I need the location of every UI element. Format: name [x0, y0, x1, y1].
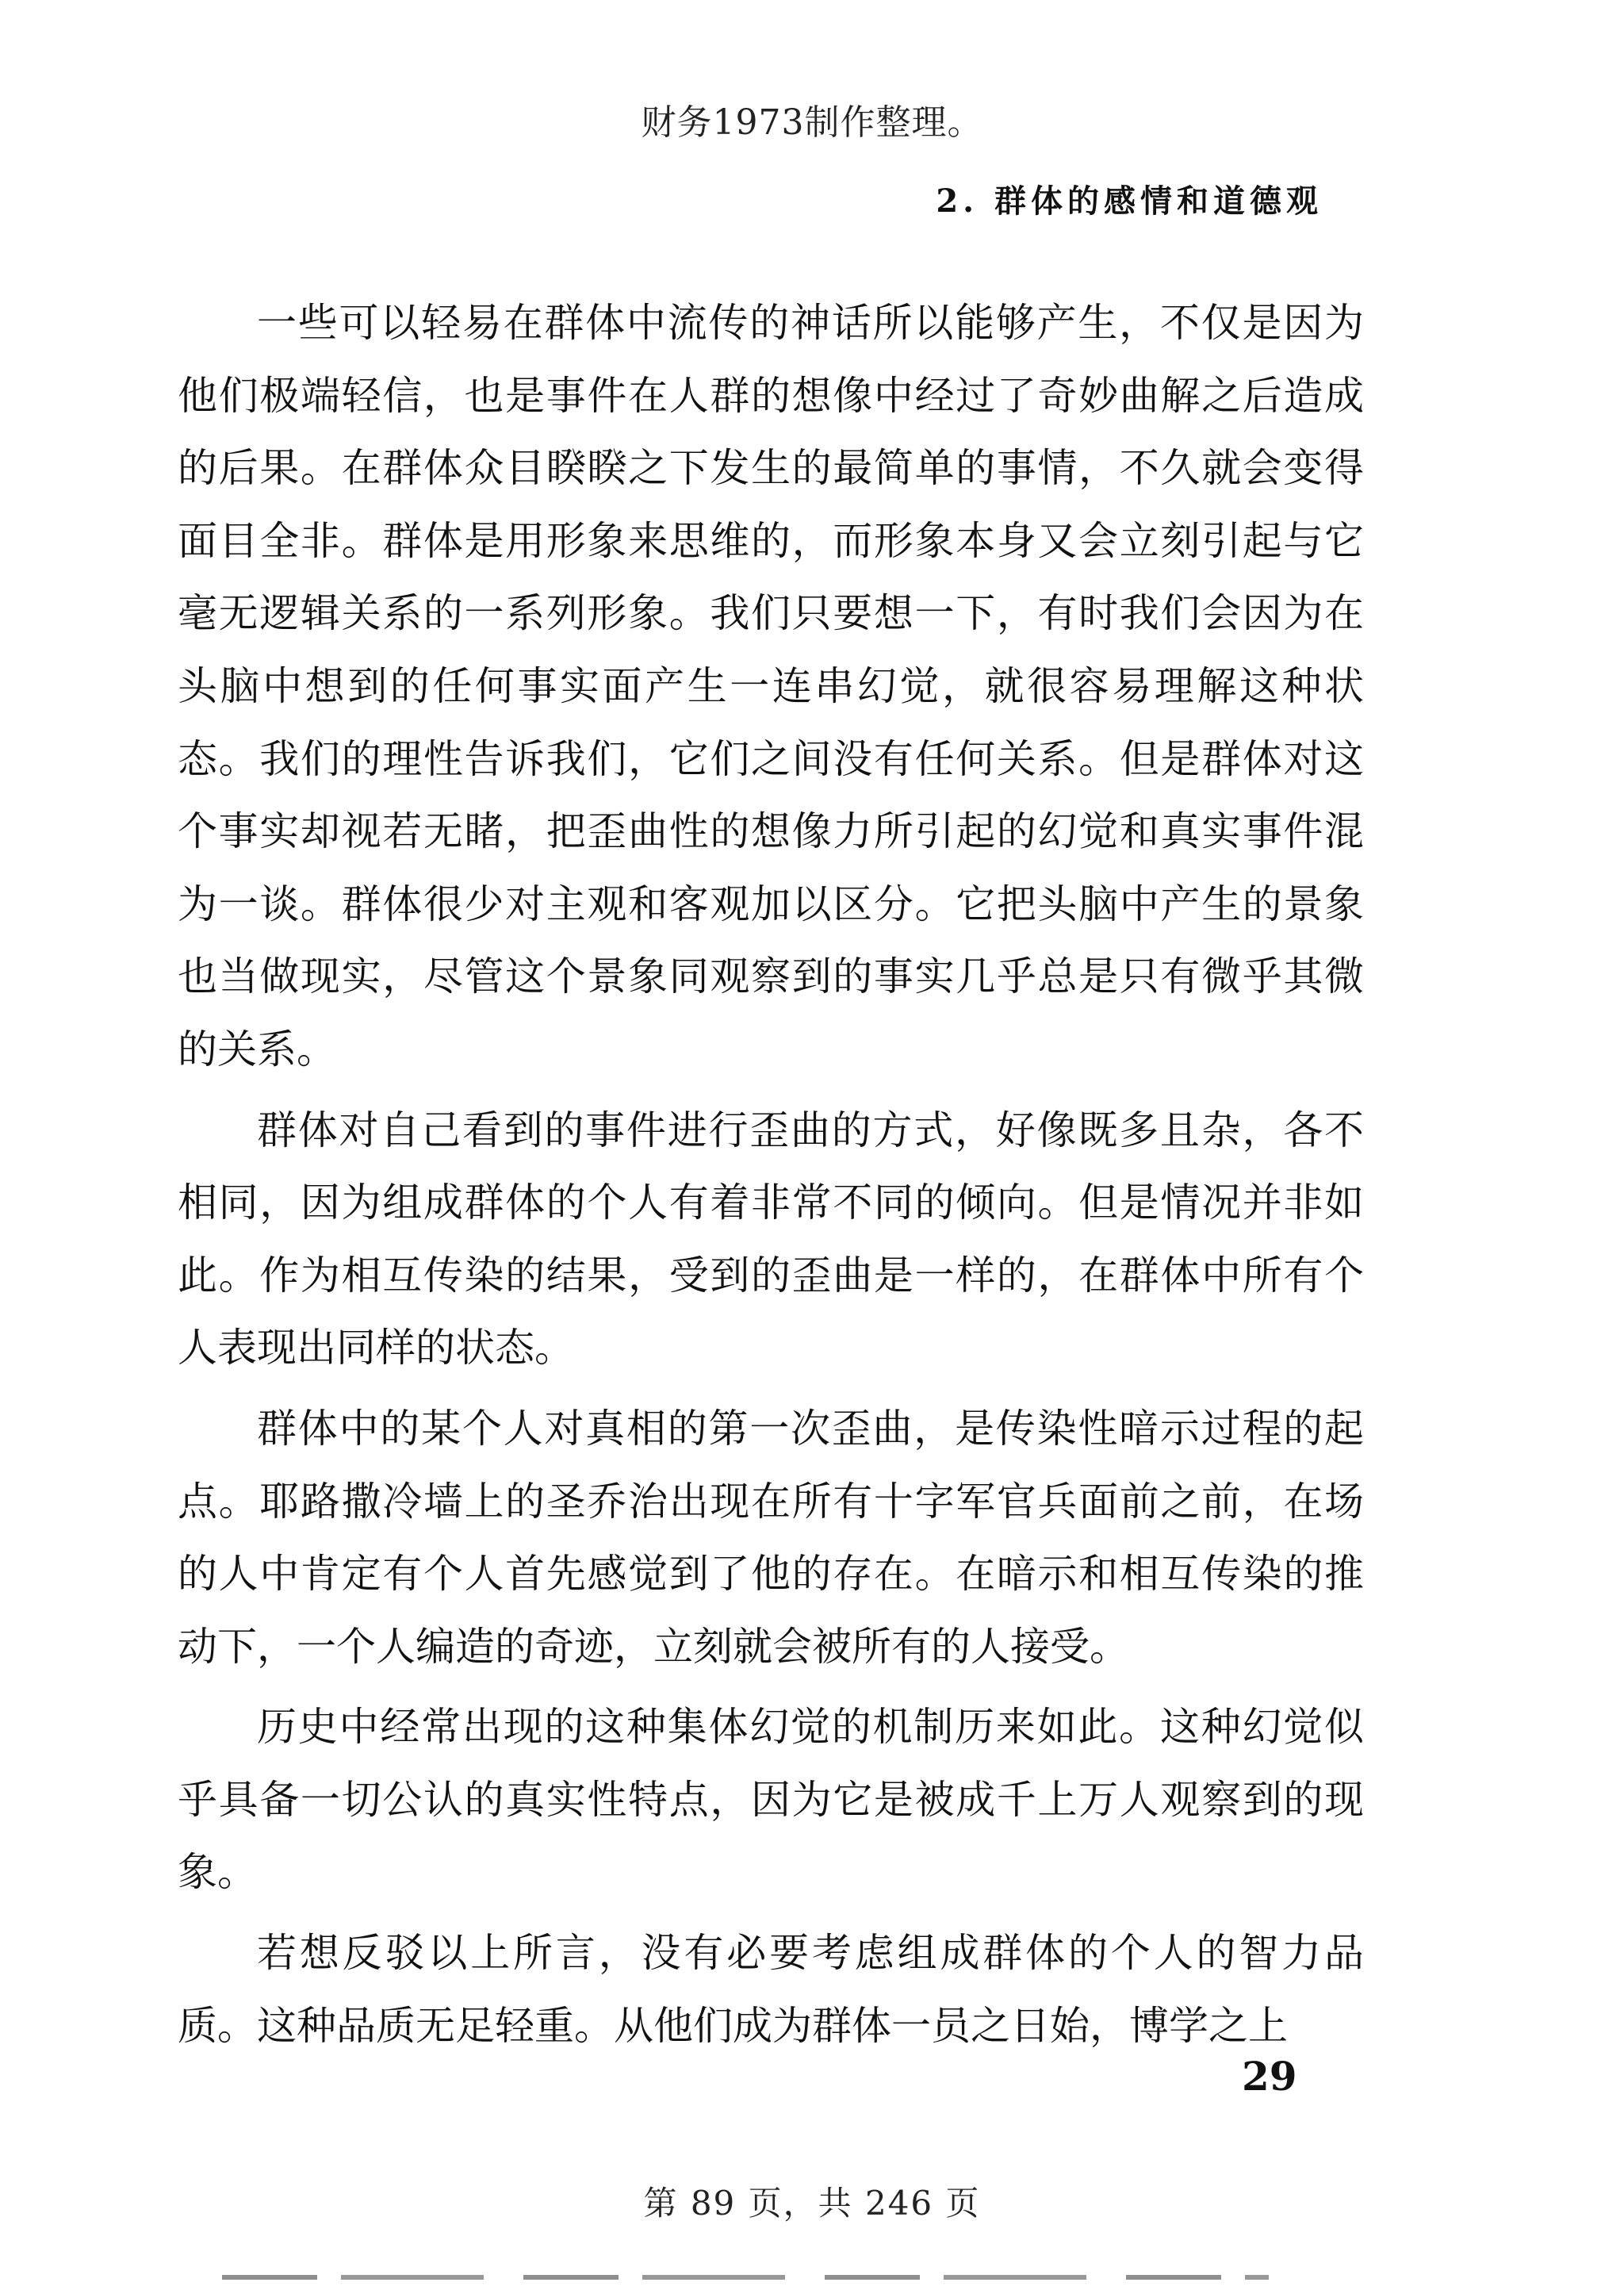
paragraph: 一些可以轻易在群体中流传的神话所以能够产生，不仅是因为他们极端轻信，也是事件在人群的想像中经过了奇妙曲解之后造成的后果。在群体众目睽睽之下发生的最简单的事情，不久就会变得面目全非。群体是用形象来思维的，而形象本身又会立刻引起与它毫无逻辑关系的一系列形象。我们只要想一下，有时我们会因为在头脑中想到的任何事实面产生一连串幻觉，就很容易理解这种状态。我们的理性告诉我们，它们之间没有任何关系。但是群体对这个事实却视若无睹，把歪曲性的想像力所引起的幻觉和真实事件混为一谈。群体很少对主观和客观加以区分。它把头脑中产生的景象也当做现实，尽管这个景象同观察到的事实几乎总是只有微乎其微的关系。	[178, 300, 1364, 1072]
section-title: 2. 群体的感情和道德观	[936, 182, 1323, 220]
page-footer: 第 89 页，共 246 页	[643, 2184, 981, 2223]
paragraph: 群体对自己看到的事件进行歪曲的方式，好像既多且杂，各不相同，因为组成群体的个人有着非常不同的倾向。但是情况并非如此。作为相互传染的结果，受到的歪曲是一样的，在群体中所有个人表现出同样的状态。	[178, 1107, 1364, 1371]
book-page-number: 29	[1242, 2053, 1297, 2100]
paragraph: 历史中经常出现的这种集体幻觉的机制历来如此。这种幻觉似乎具备一切公认的真实性特点，因为它是被成千上万人观察到的现象。	[178, 1704, 1364, 1896]
paragraph: 群体中的某个人对真相的第一次歪曲，是传染性暗示过程的起点。耶路撒冷墙上的圣乔治出现在所有十字军官兵面前之前，在场的人中肯定有个人首先感觉到了他的存在。在暗示和相互传染的推动下，一个人编造的奇迹，立刻就会被所有的人接受。	[178, 1405, 1364, 1670]
body-text	[178, 287, 1364, 2070]
paragraph: 若想反驳以上所言，没有必要考虑组成群体的个人的智力品质。这种品质无足轻重。从他们成为群体一员之日始，博学之上	[178, 1930, 1364, 2049]
watermark-text: 财务1973制作整理。	[641, 102, 983, 143]
scan-artifact-line	[222, 2275, 1269, 2280]
